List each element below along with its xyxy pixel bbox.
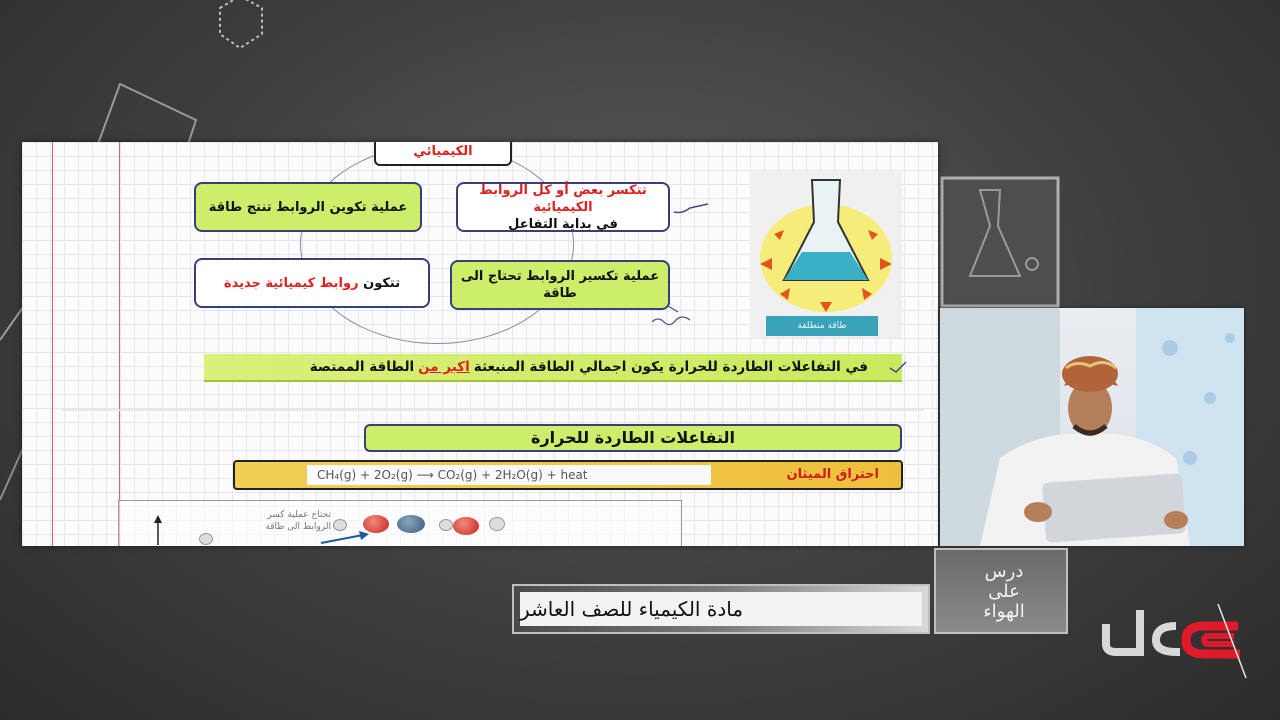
program-badge	[934, 548, 1068, 634]
channel-logo	[1100, 596, 1250, 680]
section-title: التفاعلات الطاردة للحرارة	[364, 424, 902, 452]
pen-check-icon	[888, 360, 908, 376]
flask-icon	[750, 172, 902, 338]
box-new-bonds: تتكون روابط كيميائية جديدة	[194, 258, 430, 308]
subject-banner	[512, 584, 930, 634]
beaker-doodle	[940, 176, 1060, 308]
hydrogen-atom	[489, 517, 505, 531]
subject-title: مادة الكيمياء للصف العاشر	[520, 592, 922, 626]
flask-illustration	[750, 172, 902, 338]
hydrogen-atom	[439, 519, 453, 531]
program-line: الهواء	[983, 601, 1025, 622]
box-breaking-needs-energy: عملية تكسير الروابط تحتاج الى طاقة	[450, 260, 670, 310]
presenter-image	[940, 308, 1244, 546]
carbon-atom	[397, 515, 425, 533]
divider	[62, 409, 924, 411]
pen-scribble-icon	[648, 300, 708, 330]
margin-line	[52, 142, 53, 546]
flask-label: طاقة منطلقة	[766, 316, 878, 336]
arrow-icon	[319, 531, 369, 545]
oxygen-atom	[453, 517, 479, 535]
energy-diagram	[118, 500, 682, 546]
program-line: على	[988, 581, 1020, 602]
exothermic-statement: في التفاعلات الطاردة للحرارة يكون اجمالي الطاقة المنبعثة اكبر من الطاقة الممتصة	[204, 354, 902, 382]
program-line: درس	[984, 561, 1024, 582]
box-bond-formation: عملية تكوين الروابط تنتج طاقة	[194, 182, 422, 232]
equation-label: احتراق الميثان	[786, 467, 879, 482]
chemical-equation: CH₄(g) + 2O₂(g) ⟶ CO₂(g) + 2H₂O(g) + heat	[307, 465, 711, 485]
energy-note: تحتاج عملية كسر الروابط الى طاقة	[265, 510, 331, 532]
presenter-video	[940, 308, 1244, 546]
hydrogen-atom	[199, 533, 213, 545]
lesson-slide	[22, 142, 938, 546]
margin-line	[119, 142, 120, 546]
hydrogen-atom	[333, 519, 347, 531]
arrow-up-icon	[153, 515, 163, 545]
cycle-diagram	[300, 144, 574, 344]
cycle-title: الكيميائي	[374, 142, 512, 166]
equation-bar	[233, 460, 903, 490]
pen-check-icon	[672, 198, 712, 218]
hexagon-doodle	[200, 0, 290, 60]
box-bonds-break: تتكسر بعض أو كل الروابط الكيميائية في بداية التفاعل	[456, 182, 670, 232]
